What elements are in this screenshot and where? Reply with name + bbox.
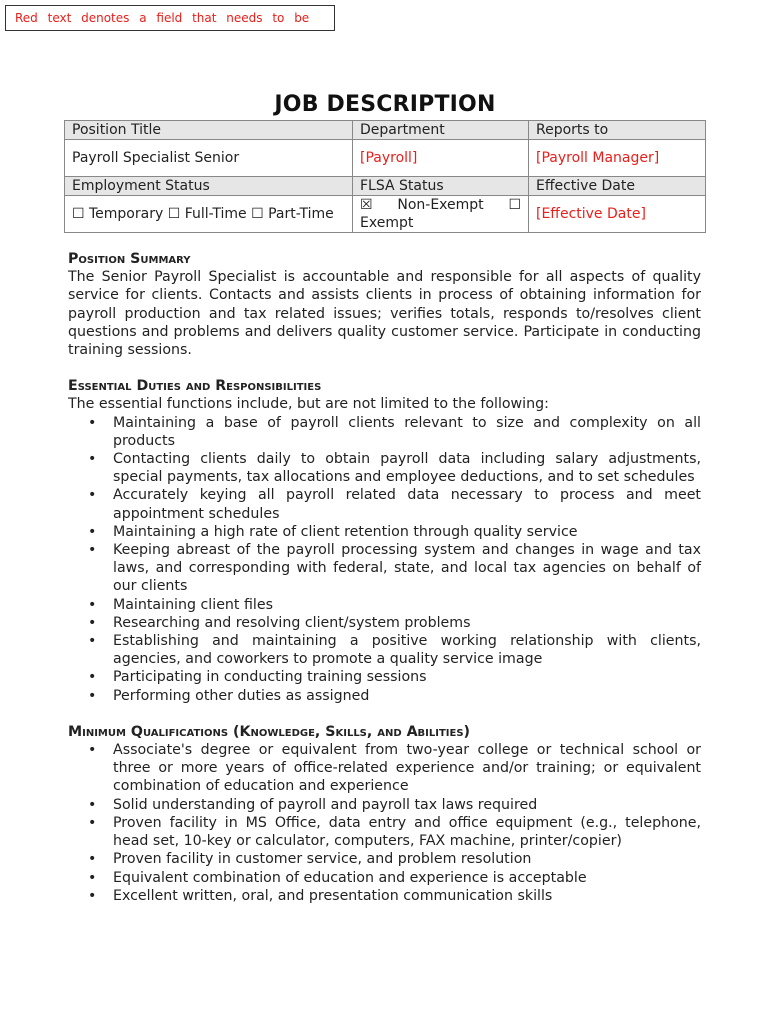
- list-item: • Proven facility in MS Office, data entry and office equipment (e.g., telephone, head set, 10-key or calculator, computers, FAX machine, printer/copier): [68, 814, 701, 850]
- page-title: JOB DESCRIPTION: [274, 92, 496, 117]
- list-item: • Maintaining client files: [68, 596, 701, 614]
- essential-duties-list: [68, 414, 701, 705]
- minimum-qualifications-heading: Minimum Qualifications (Knowledge, Skills, and Abilities): [68, 723, 471, 740]
- list-item: • Maintaining a base of payroll clients relevant to size and complexity on all products: [68, 414, 701, 450]
- essential-duties-intro: The essential functions include, but are not limited to the following:: [68, 396, 549, 413]
- position-summary-text: The Senior Payroll Specialist is accountable and responsible for all aspects of quality service for clients. Contacts and assists clients in process of obtaining information for payroll production and tax related issues; verifies totals, responds to/resolves client questions and problems and delivers quality customer service. Participate in conducting training sessions.: [68, 269, 701, 359]
- list-item: • Performing other duties as assigned: [68, 687, 701, 705]
- minimum-qualifications-list: [68, 741, 701, 905]
- department-value[interactable]: [Payroll]: [353, 140, 529, 177]
- employment-status-checkboxes[interactable]: ☐ Temporary ☐ Full-Time ☐ Part-Time: [65, 196, 353, 233]
- position-title-value[interactable]: Payroll Specialist Senior: [65, 140, 353, 177]
- list-item: • Excellent written, oral, and presentation communication skills: [68, 887, 701, 905]
- list-item: • Accurately keying all payroll related data necessary to process and meet appointment schedules: [68, 486, 701, 522]
- position-title-label: Position Title: [65, 121, 353, 140]
- list-item: • Participating in conducting training sessions: [68, 668, 701, 686]
- list-item: • Solid understanding of payroll and payroll tax laws required: [68, 796, 701, 814]
- flsa-status-checkboxes[interactable]: ☒ Non-Exempt ☐ Exempt: [353, 196, 529, 233]
- effective-date-value[interactable]: [Effective Date]: [529, 196, 706, 233]
- job-info-table: [64, 120, 706, 233]
- position-summary-heading: Position Summary: [68, 251, 191, 267]
- list-item: • Researching and resolving client/system problems: [68, 614, 701, 632]
- flsa-status-label: FLSA Status: [353, 177, 529, 196]
- essential-duties-heading: Essential Duties and Responsibilities: [68, 378, 322, 395]
- list-item: • Maintaining a high rate of client retention through quality service: [68, 523, 701, 541]
- department-label: Department: [353, 121, 529, 140]
- effective-date-label: Effective Date: [529, 177, 706, 196]
- list-item: • Establishing and maintaining a positive working relationship with clients, agencies, and coworkers to promote a quality service image: [68, 632, 701, 668]
- list-item: • Contacting clients daily to obtain payroll data including salary adjustments, special payments, tax allocations and employee deductions, and to set schedules: [68, 450, 701, 486]
- list-item: • Proven facility in customer service, and problem resolution: [68, 850, 701, 868]
- reports-to-label: Reports to: [529, 121, 706, 140]
- list-item: • Associate's degree or equivalent from two-year college or technical school or three or more years of office-related experience and/or training; or equivalent combination of education and experience: [68, 741, 701, 796]
- employment-status-label: Employment Status: [65, 177, 353, 196]
- reports-to-value[interactable]: [Payroll Manager]: [529, 140, 706, 177]
- instruction-note: Red text denotes a field that needs to be: [5, 5, 335, 31]
- list-item: • Keeping abreast of the payroll processing system and changes in wage and tax laws, and corresponding with federal, state, and local tax agencies on behalf of our clients: [68, 541, 701, 596]
- list-item: • Equivalent combination of education and experience is acceptable: [68, 869, 701, 887]
- document-body: [68, 250, 701, 905]
